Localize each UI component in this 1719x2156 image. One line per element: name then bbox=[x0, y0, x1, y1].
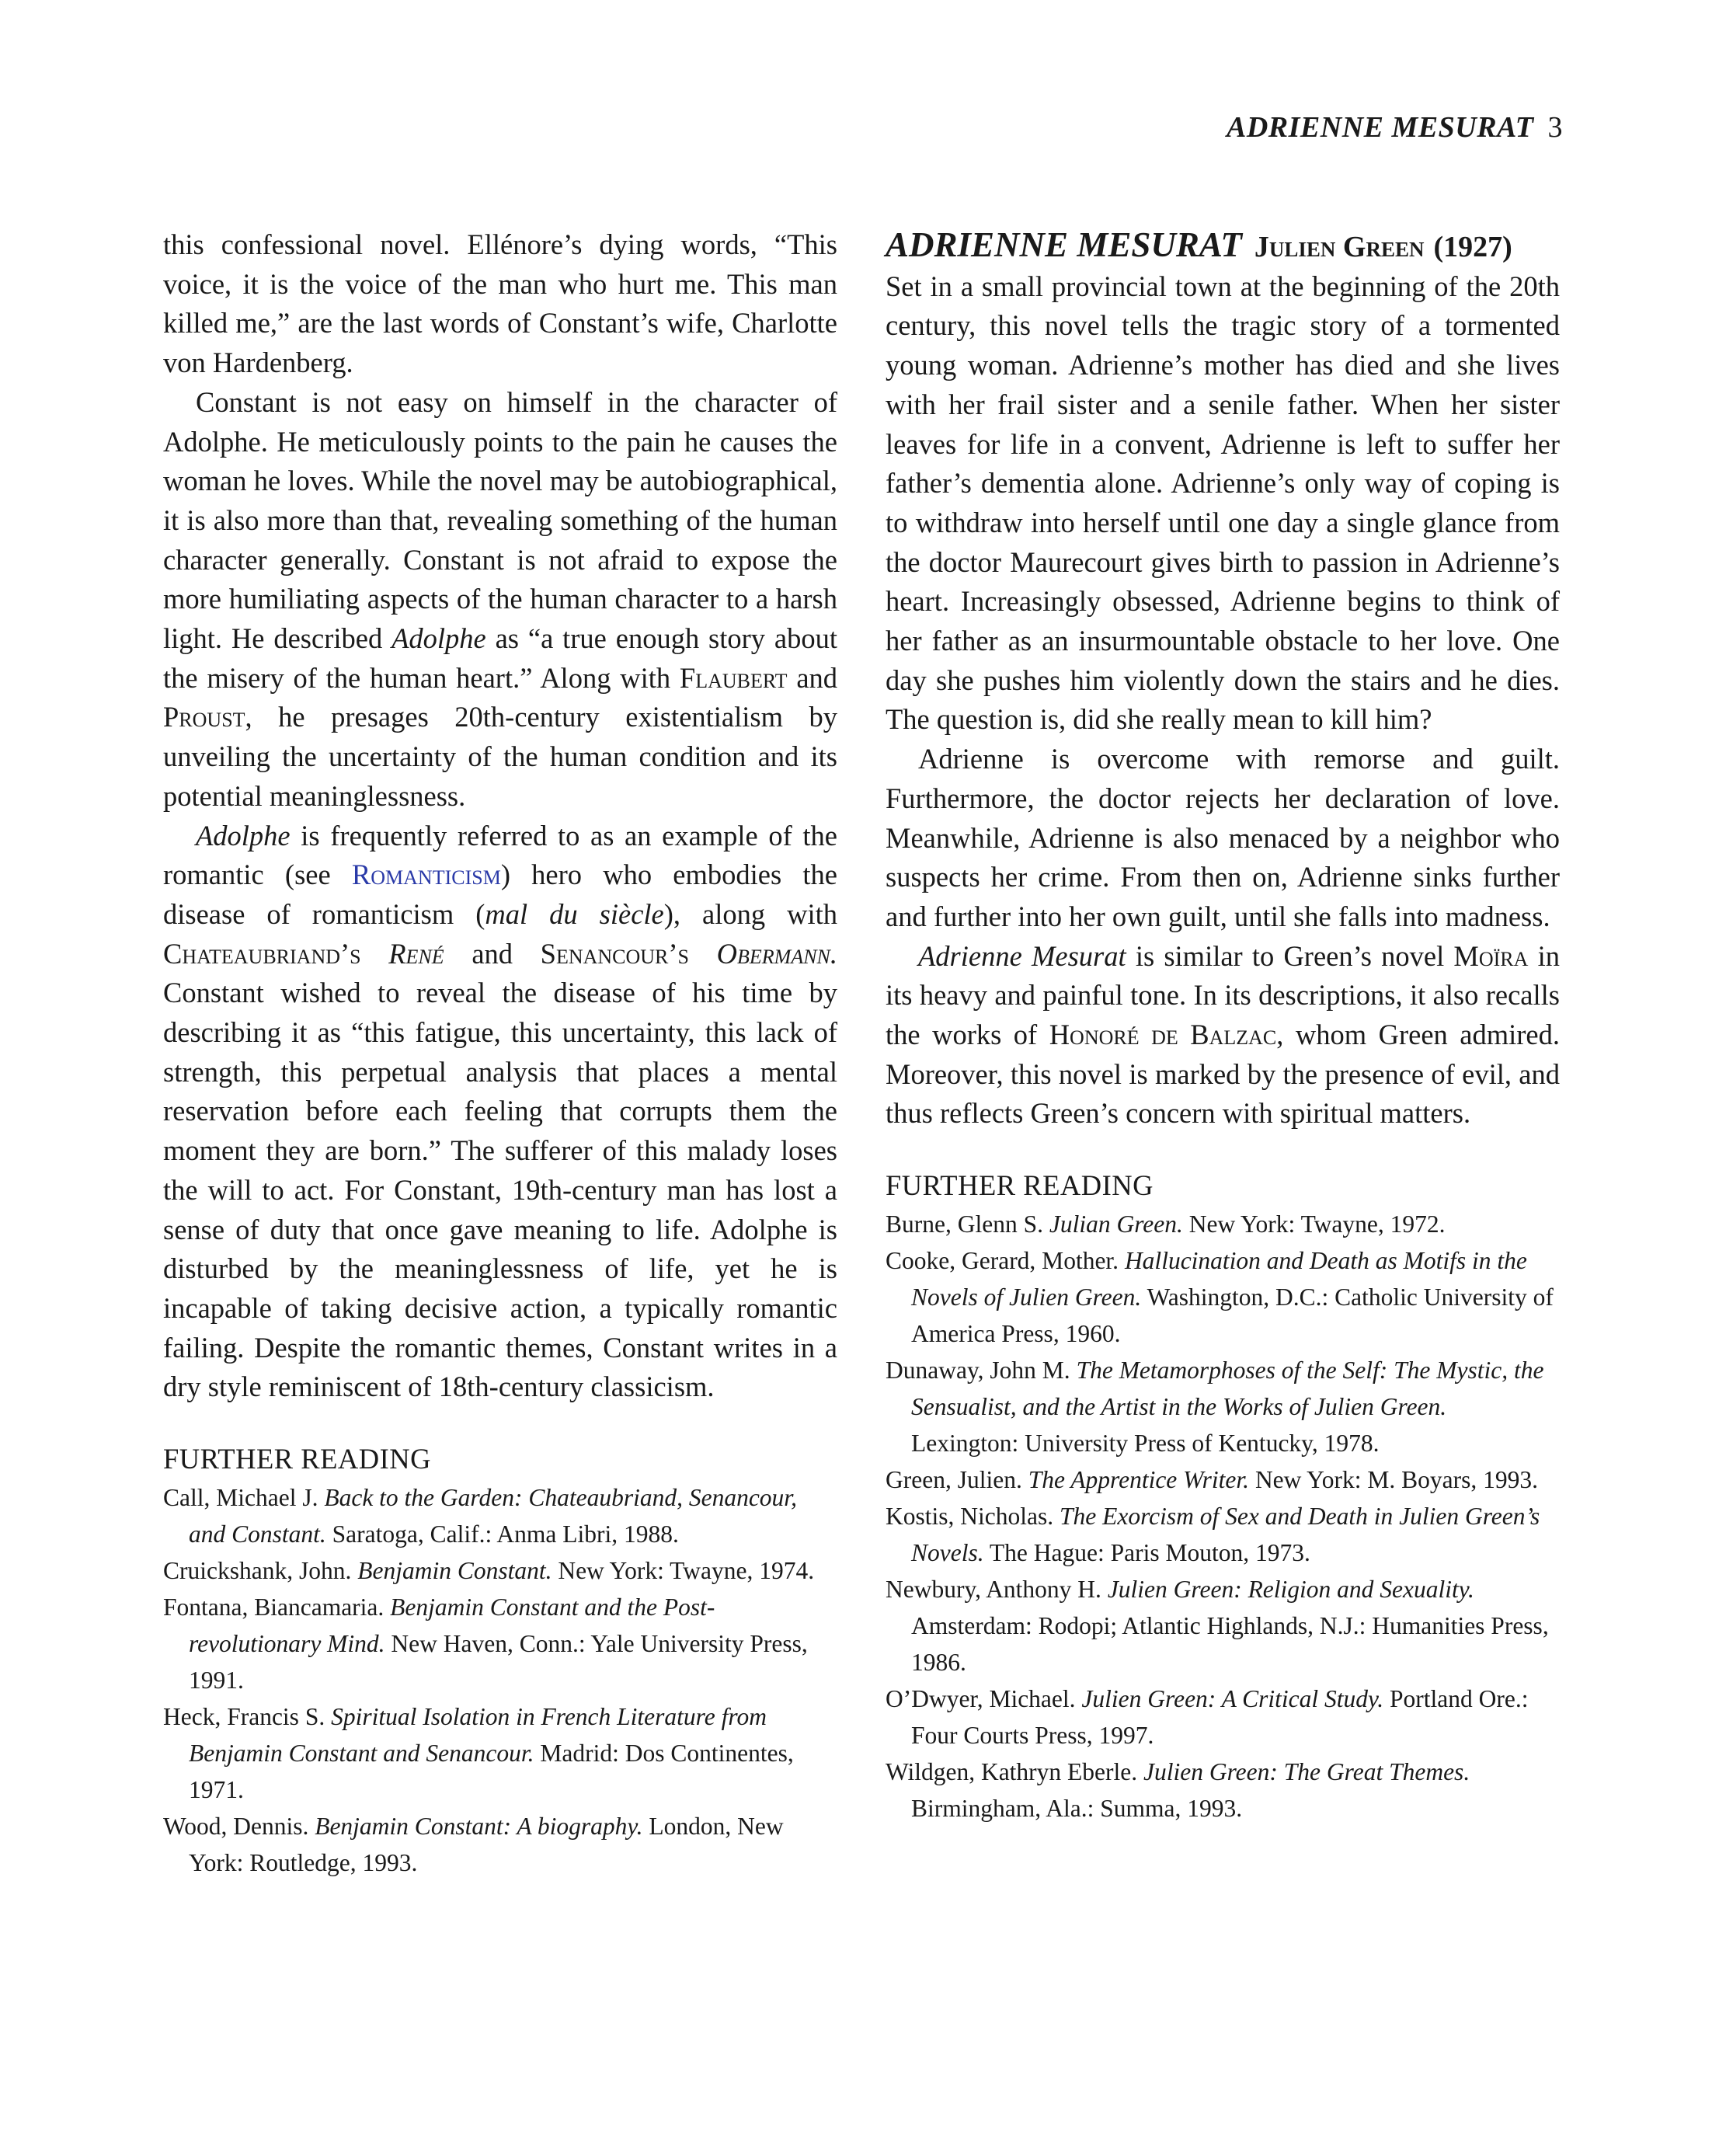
biblio-item: Heck, Francis S. Spiritual Isolation in French Literature from Benjamin Constant and Senancour. Madrid: Dos Continentes, 1971. bbox=[163, 1702, 794, 1803]
page-number: 3 bbox=[1547, 111, 1563, 144]
biblio-item: Cooke, Gerard, Mother. Hallucination and Death as Motifs in the Novels of Julien Green. Washington, D.C.: Catholic University of America Press, 1960. bbox=[886, 1246, 1554, 1347]
entry-year: (1927) bbox=[1433, 231, 1512, 263]
biblio-item: Kostis, Nicholas. The Exorcism of Sex and Death in Julien Green’s Novels. The Hague: Paris Mouton, 1973. bbox=[886, 1502, 1540, 1566]
right-column bbox=[886, 225, 1560, 1827]
biblio-item: Newbury, Anthony H. Julien Green: Religion and Sexuality. Amsterdam: Rodopi; Atlantic Highlands, N.J.: Humanities Press, 1986. bbox=[886, 1575, 1549, 1676]
biblio-item: Cruickshank, John. Benjamin Constant. New York: Twayne, 1974. bbox=[163, 1556, 815, 1584]
entry-author: Julien Green bbox=[1254, 231, 1425, 263]
left-paragraph-2: Constant is not easy on himself in the character of Adolphe. He meticulously points to the pain he causes the woman he loves. While the novel may be autobiographical, it is also more than that, revealing something of the human character generally. Constant is not afraid to expose the more humiliating aspects of the human character to a harsh light. He described Adolphe as “a true enough story about the misery of the human heart.” Along with Flaubert and Proust, he presages 20th-century existentialism by unveiling the uncertainty of the human condition and its potential meaninglessness. bbox=[163, 385, 838, 812]
biblio-item: Burne, Glenn S. Julian Green. New York: Twayne, 1972. bbox=[886, 1210, 1446, 1238]
left-column bbox=[163, 225, 837, 1881]
rene-ref: René bbox=[388, 937, 444, 970]
biblio-item: O’Dwyer, Michael. Julien Green: A Critical Study. Portland Ore.: Four Courts Press, 1997. bbox=[886, 1684, 1529, 1749]
biblio-item: Green, Julien. The Apprentice Writer. New York: M. Boyars, 1993. bbox=[886, 1465, 1538, 1493]
right-paragraph-1: Set in a small provincial town at the beginning of the 20th century, this novel tells the tragic story of a tormented young woman. Adrienne’s mother has died and she lives with her frail sister and a senile father. When her sister leaves for life in a convent, Adrienne is left to suffer her father’s dementia alone. Adrienne’s only way of coping is to withdraw into herself until one day a single glance from the doctor Maurecourt gives birth to passion in Adrienne’s heart. Increasingly obsessed, Adrienne begins to think of her father as an insurmountable obstacle to her love. One day she pushes him violently down the stairs and he dies. The question is, did she really mean to kill him? bbox=[886, 270, 1560, 736]
left-paragraph-3: Adolphe is frequently referred to as an example of the romantic (see Romanticism) hero who embodies the disease of romanticism (mal du siècle), along with Chateaubriand’s René and Senancour’s Obermann. Constant wished to reveal the disease of his time by describing it as “this fatigue, this uncertainty, this lack of strength, this perpetual analysis that places a mental reservation before each feeling that corrupts them the moment they are born.” The sufferer of this malady loses the will to act. For Constant, 19th-century man has lost a sense of duty that once gave meaning to life. Adolphe is disturbed by the meaninglessness of life, yet he is incapable of taking decisive action, a typically romantic failing. Despite the romantic themes, Constant writes in a dry style reminiscent of 18th-century classicism. bbox=[163, 819, 838, 1403]
running-header-title: ADRIENNE MESURAT bbox=[1226, 111, 1534, 144]
obermann-ref: Obermann. bbox=[716, 937, 838, 970]
proust-ref: Proust bbox=[163, 701, 245, 733]
left-paragraph-1: this confessional novel. Ellénore’s dying words, “This voice, it is the voice of the man who hurt me. This man killed me,” are the last words of Constant’s wife, Charlotte von Hardenberg. bbox=[163, 228, 837, 379]
left-bibliography bbox=[163, 1479, 837, 1881]
chateaubriand-ref: Chateaubriand’s bbox=[163, 937, 361, 970]
biblio-item: Wildgen, Kathryn Eberle. Julien Green: The Great Themes. Birmingham, Ala.: Summa, 1993. bbox=[886, 1757, 1470, 1822]
senancour-ref: Senancour’s bbox=[540, 937, 690, 970]
right-paragraph-3: Adrienne Mesurat is similar to Green’s novel Moïra in its heavy and painful tone. In its descriptions, it also recalls the works of Honoré de Balzac, whom Green admired. Moreover, this novel is marked by the presence of evil, and thus reflects Green’s concern with spiritual matters. bbox=[886, 939, 1561, 1130]
entry-title: ADRIENNE MESURAT bbox=[886, 225, 1242, 264]
biblio-item: Wood, Dennis. Benjamin Constant: A biography. London, New York: Routledge, 1993. bbox=[163, 1812, 784, 1876]
moira-ref: Moïra bbox=[1453, 939, 1529, 972]
biblio-item: Call, Michael J. Back to the Garden: Chateaubriand, Senancour, and Constant. Saratoga, Calif.: Anma Libri, 1988. bbox=[163, 1483, 797, 1548]
left-further-reading-title: FURTHER READING bbox=[163, 1443, 431, 1475]
right-paragraph-2: Adrienne is overcome with remorse and guilt. Furthermore, the doctor rejects her declaration of love. Meanwhile, Adrienne is also menaced by a neighbor who suspects her crime. From then on, Adrienne sinks further and further into her own guilt, until she falls into madness. bbox=[886, 743, 1560, 932]
romanticism-link[interactable]: Romanticism bbox=[351, 859, 501, 891]
balzac-ref: Honoré de Balzac bbox=[1049, 1019, 1277, 1051]
biblio-item: Fontana, Biancamaria. Benjamin Constant and the Post-revolutionary Mind. New Haven, Conn.: Yale University Press, 1991. bbox=[163, 1593, 808, 1694]
entry-heading bbox=[886, 225, 1560, 267]
right-bibliography bbox=[886, 1206, 1560, 1827]
biblio-item: Dunaway, John M. The Metamorphoses of the Self: The Mystic, the Sensualist, and the Artist in the Works of Julien Green. Lexington: University Press of Kentucky, 1978. bbox=[886, 1356, 1544, 1457]
running-header bbox=[1227, 110, 1563, 145]
right-further-reading-title: FURTHER READING bbox=[886, 1169, 1154, 1202]
flaubert-ref: Flaubert bbox=[679, 661, 788, 694]
